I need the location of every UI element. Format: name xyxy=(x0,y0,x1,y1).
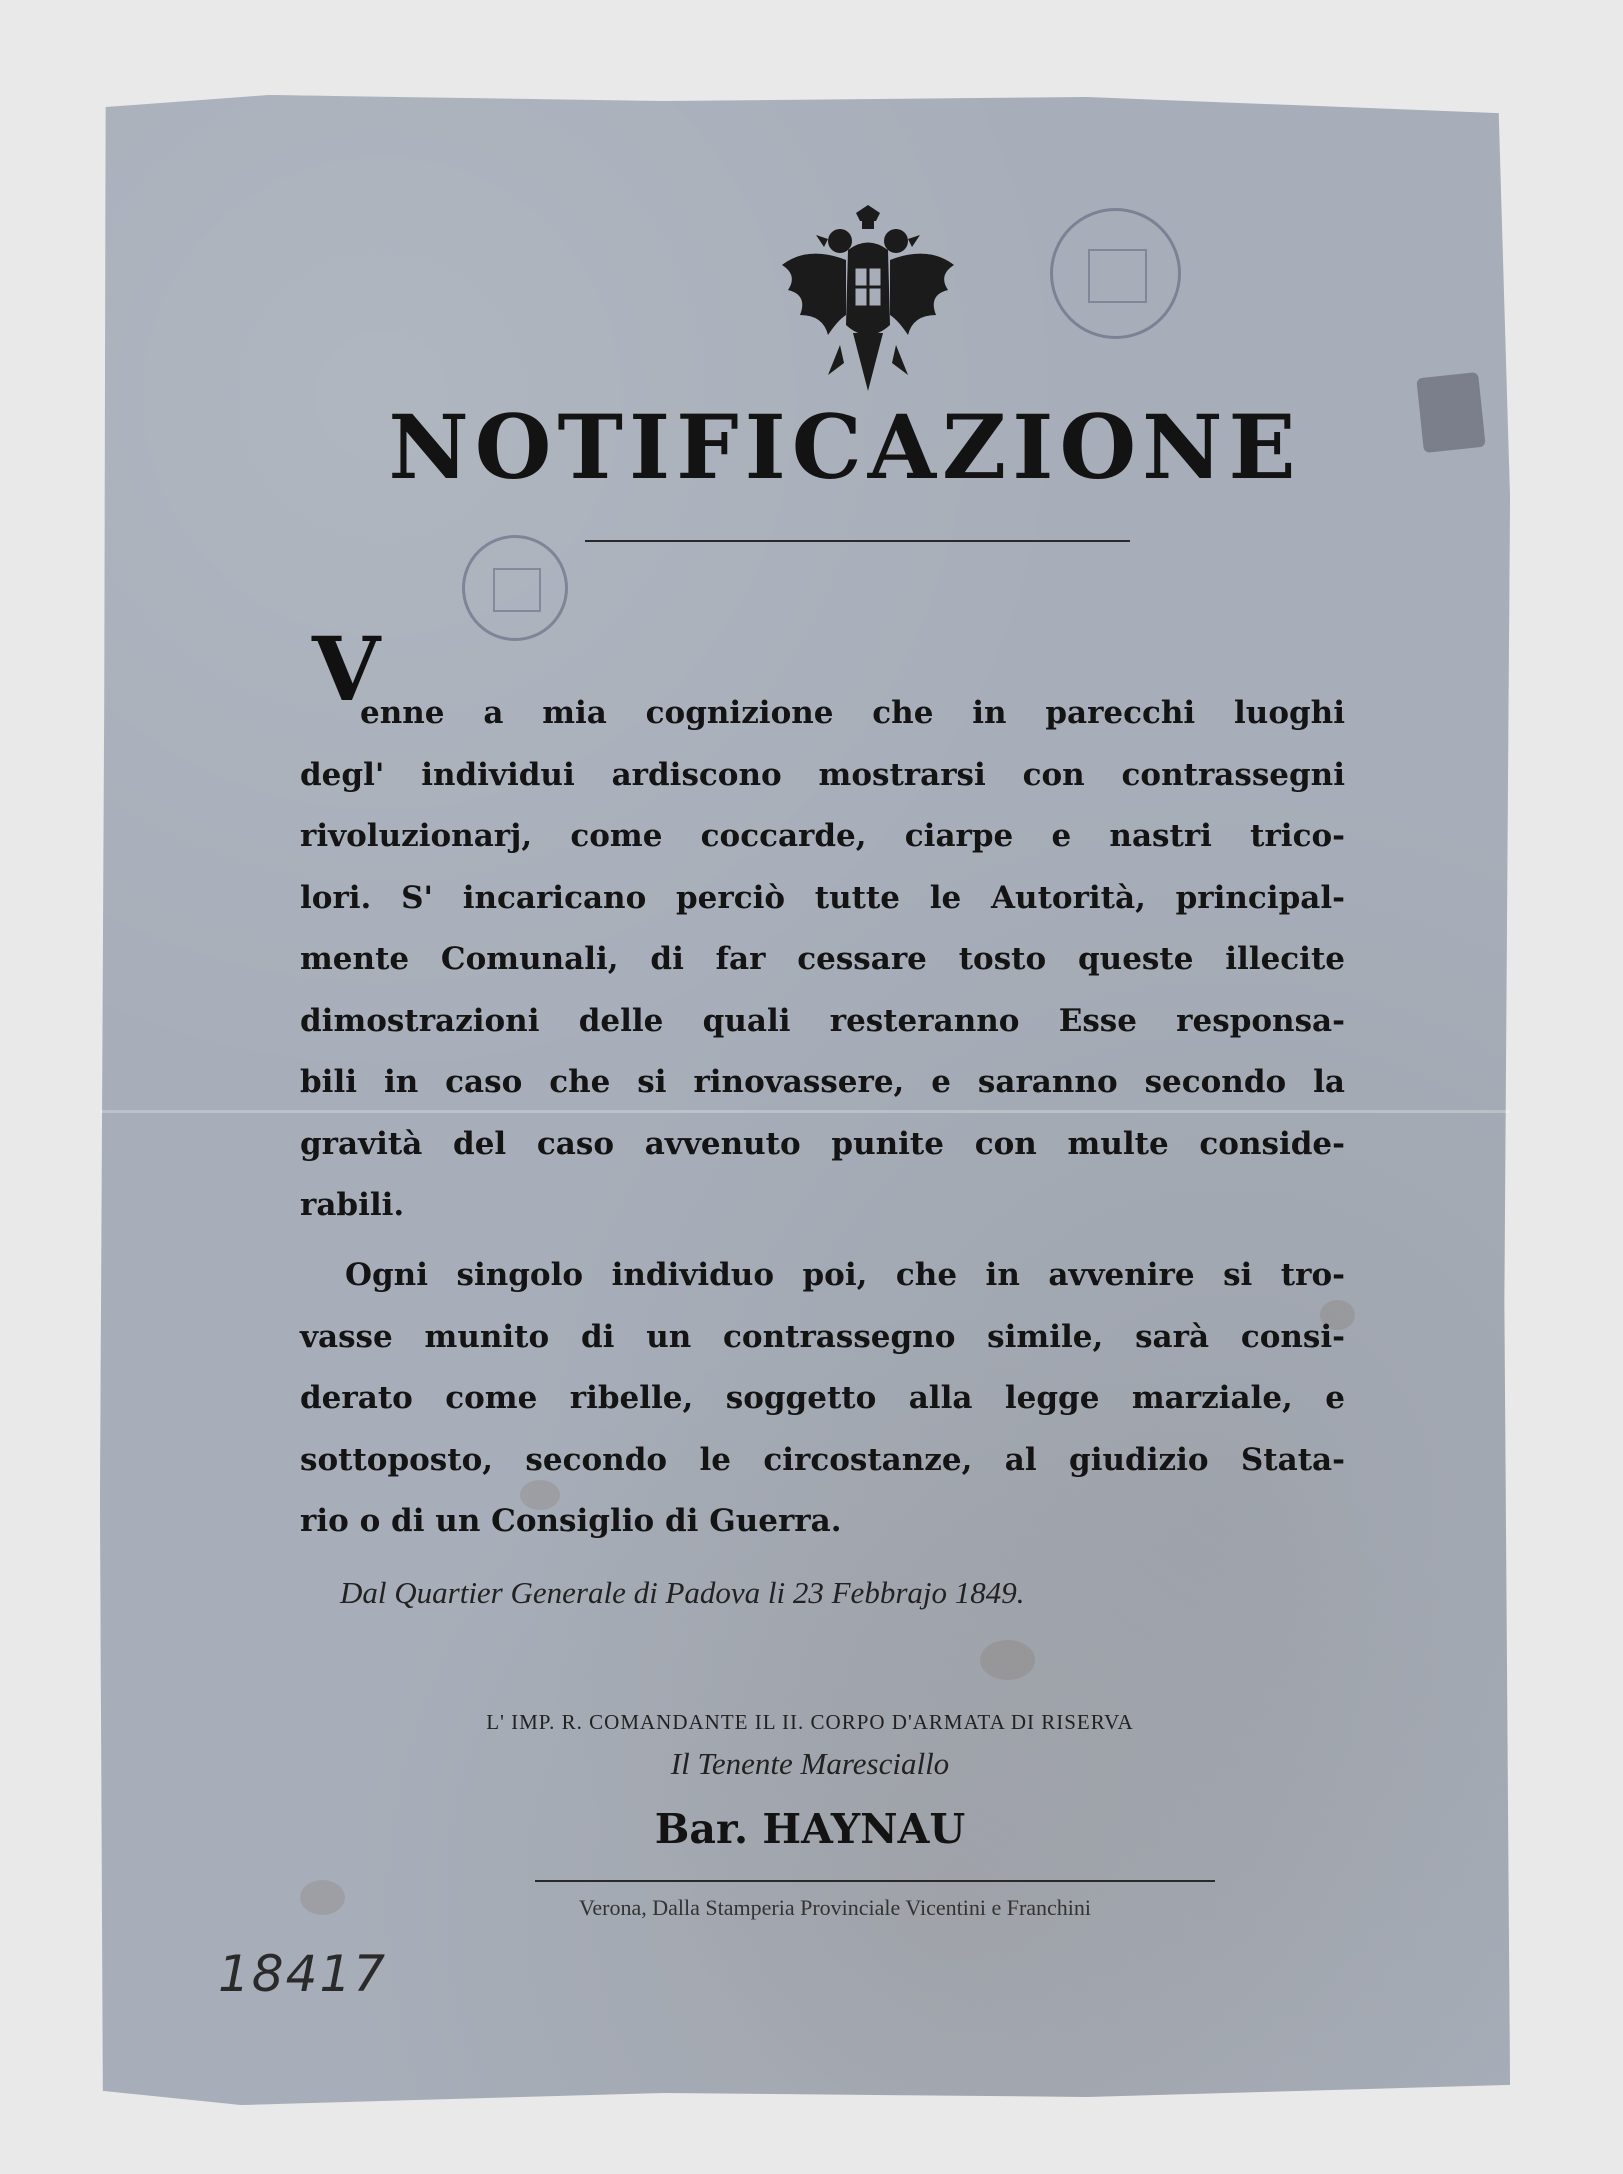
handwritten-number: 18417 xyxy=(218,1945,388,2003)
stain xyxy=(980,1640,1035,1680)
paragraph-line: rio o di un Consiglio di Guerra. xyxy=(300,1503,842,1539)
commander-title: L' IMP. R. COMANDANTE IL II. CORPO D'ARMATA DI RISERVA xyxy=(486,1710,1134,1734)
paragraph-line: degl' individui ardiscono mostrarsi con contrassegni xyxy=(300,756,1345,793)
notice-paragraph-1 xyxy=(300,683,1345,1237)
paragraph-line: vasse munito di un contrassegno simile, sarà consi- xyxy=(300,1318,1345,1355)
paragraph-line: enne a mia cognizione che in parecchi luoghi xyxy=(360,695,1345,731)
double-headed-eagle-icon xyxy=(778,205,958,395)
rank-title: Il Tenente Maresciallo xyxy=(670,1746,950,1781)
paragraph-line: rivoluzionarj, come coccarde, ciarpe e nastri trico- xyxy=(300,818,1345,854)
signature-divider xyxy=(535,1880,1215,1882)
paragraph-line: Ogni singolo individuo poi, che in avvenire si tro- xyxy=(345,1257,1345,1293)
paragraph-line: lori. S' incaricano perciò tutte le Autorità, principal- xyxy=(300,879,1345,916)
stain xyxy=(300,1880,345,1915)
ink-mark xyxy=(1416,372,1486,453)
library-stamp-icon xyxy=(1050,208,1181,339)
paragraph-line: rabili. xyxy=(300,1187,405,1223)
paragraph-line: dimostrazioni delle quali resteranno Esse responsa- xyxy=(300,1002,1345,1039)
library-stamp-icon xyxy=(462,535,568,641)
signature-name: Bar. HAYNAU xyxy=(654,1805,966,1853)
paragraph-line: sottoposto, secondo le circostanze, al giudizio Stata- xyxy=(300,1441,1345,1478)
printer-line: Verona, Dalla Stamperia Provinciale Vicentini e Franchini xyxy=(578,1895,1092,1920)
title-divider xyxy=(585,540,1130,542)
dateline: Dal Quartier Generale di Padova li 23 Febbrajo 1849. xyxy=(340,1575,1025,1610)
paragraph-line: derato come ribelle, soggetto alla legge marziale, e xyxy=(300,1380,1345,1416)
notice-title: NOTIFICAZIONE xyxy=(388,395,1302,499)
paragraph-line: mente Comunali, di far cessare tosto queste illecite xyxy=(300,941,1345,977)
drop-cap: V xyxy=(312,617,381,721)
paragraph-line: bili in caso che si rinovassere, e saranno secondo la xyxy=(300,1064,1345,1100)
paragraph-line: gravità del caso avvenuto punite con multe conside- xyxy=(300,1125,1345,1162)
notice-paragraph-2 xyxy=(300,1245,1345,1553)
